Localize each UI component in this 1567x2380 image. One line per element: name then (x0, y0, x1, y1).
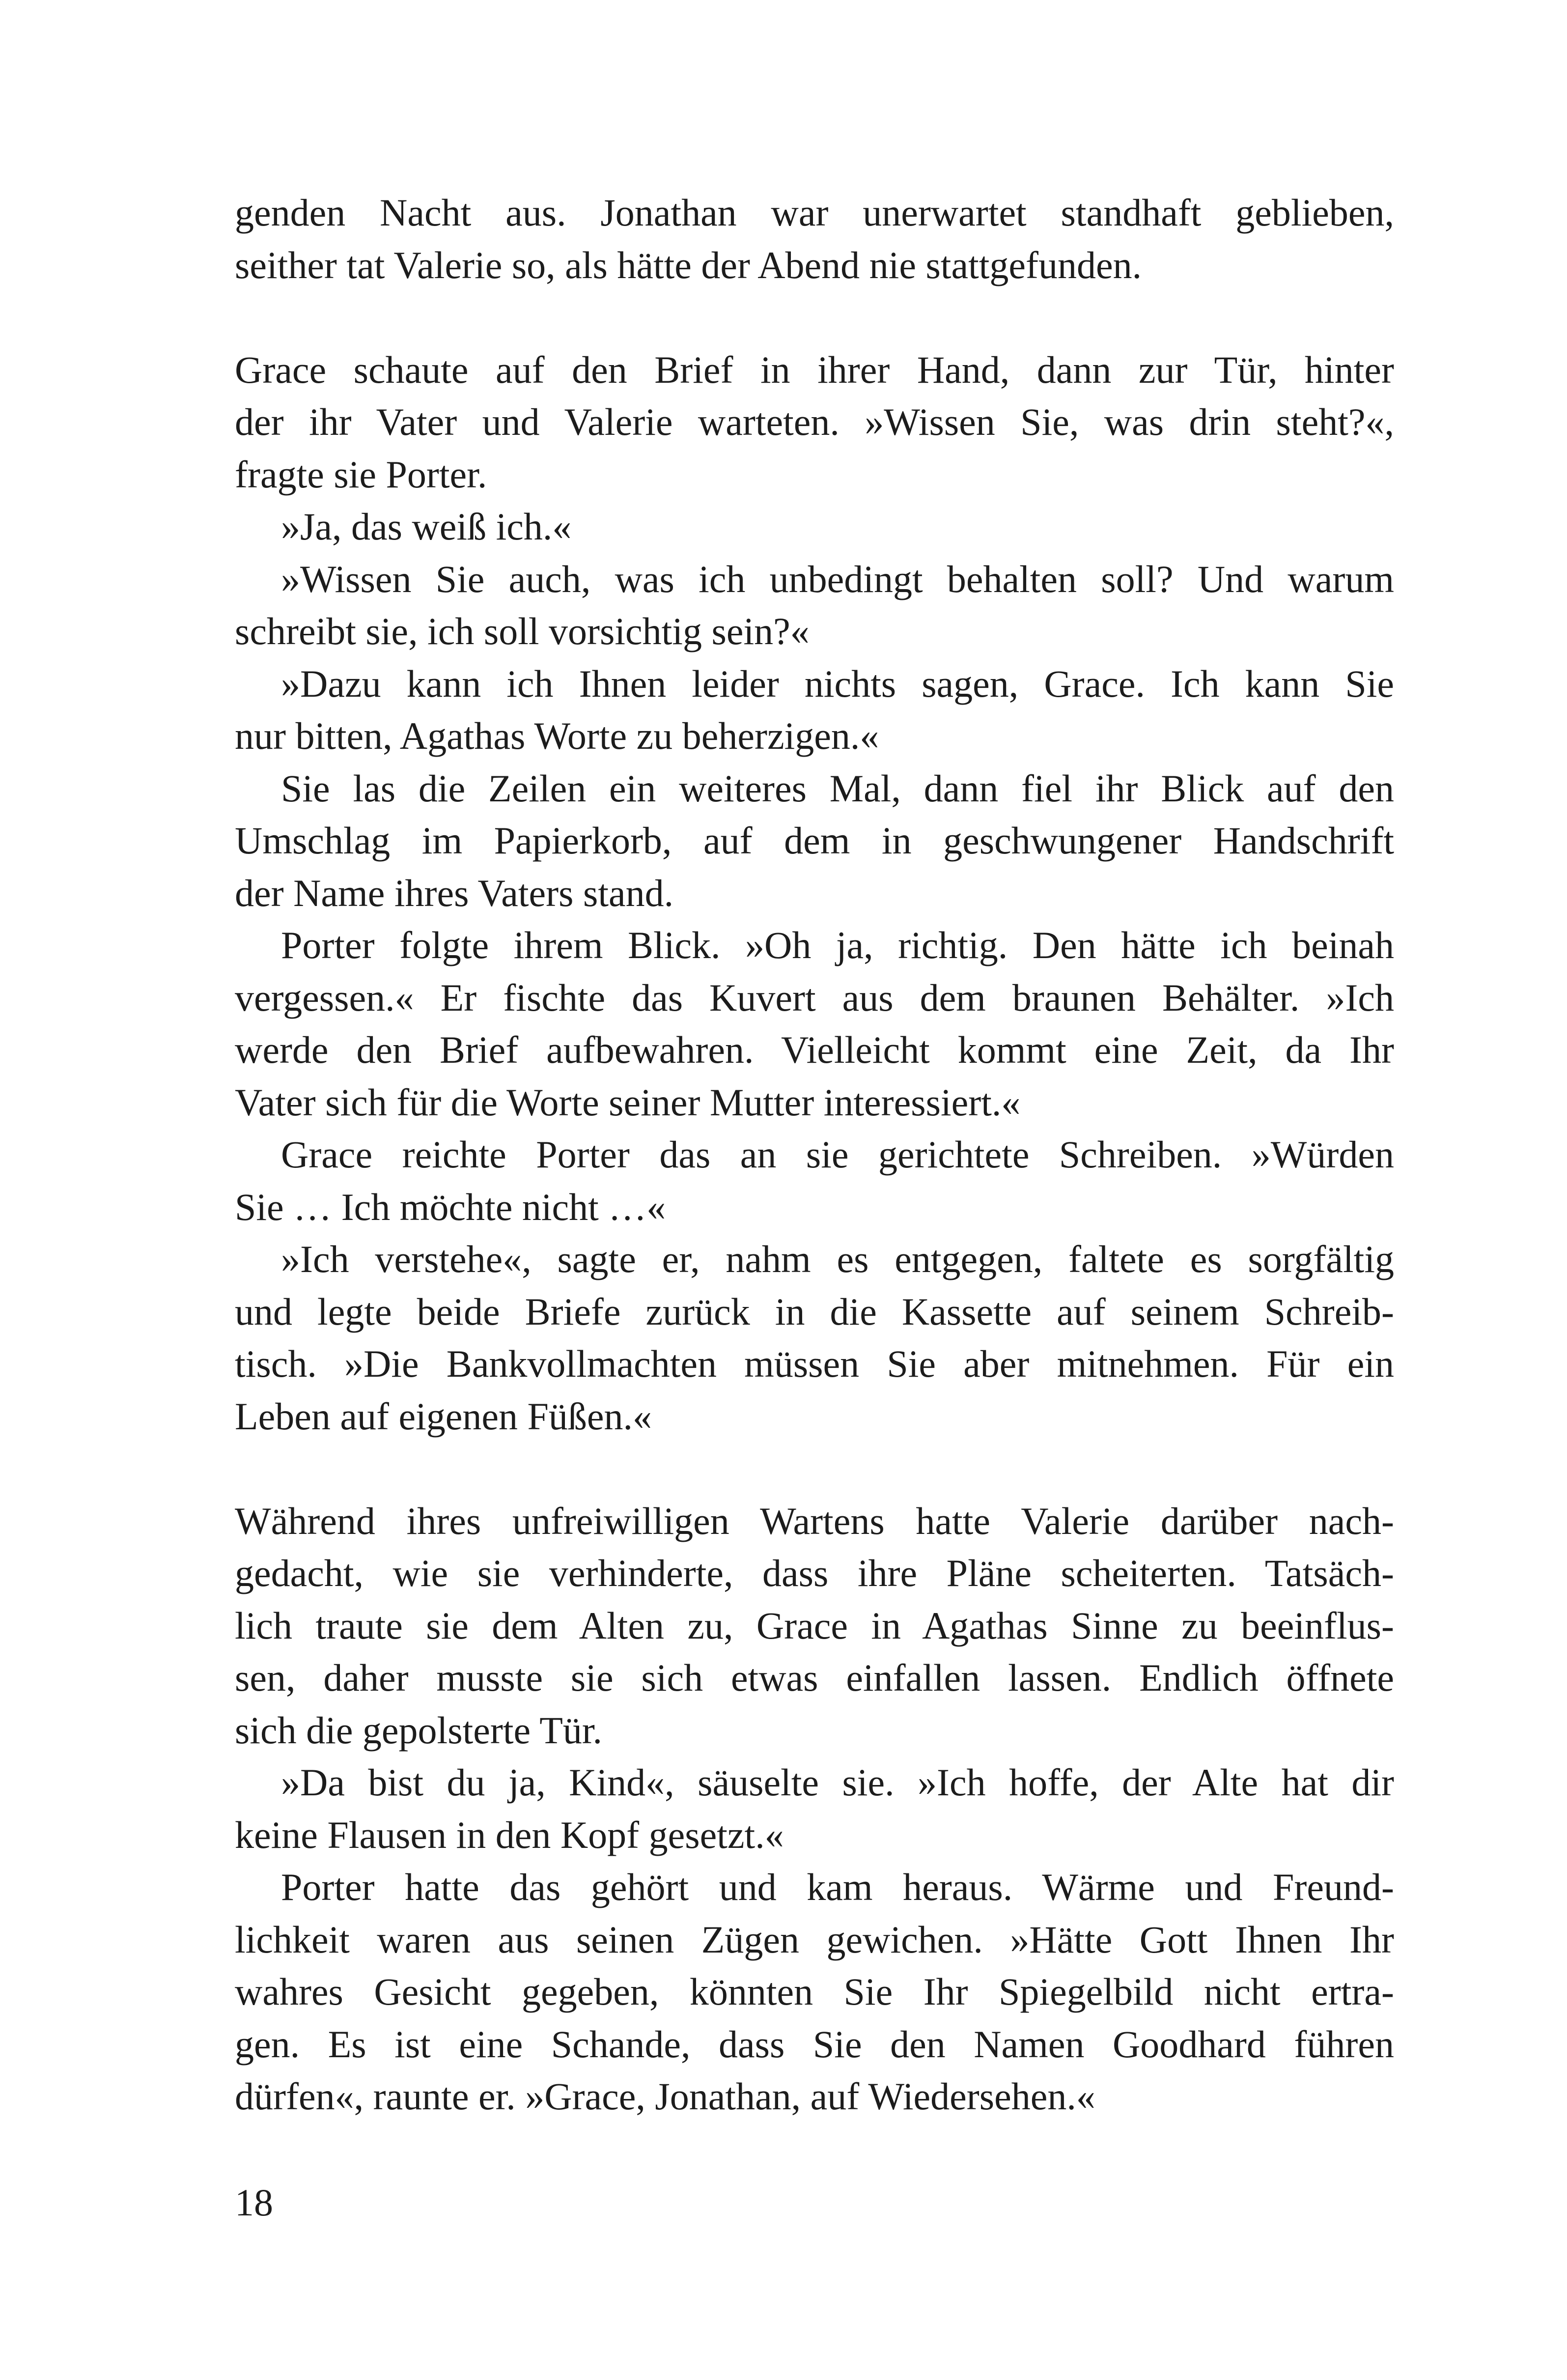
text-line: »Ich verstehe«, sagte er, nahm es entgegen, faltete es sorgfältig (281, 1238, 1394, 1280)
text-line: sen, daher musste sie sich etwas einfallen lassen. Endlich öffnete (235, 1656, 1394, 1699)
text-line: »Dazu kann ich Ihnen leider nichts sagen, Grace. Ich kann Sie (281, 662, 1394, 705)
text-line: sich die gepolsterte Tür. (235, 1708, 603, 1752)
text-line: »Ja, das weiß ich.« (281, 505, 572, 548)
text-line: schreibt sie, ich soll vorsichtig sein?« (235, 610, 810, 652)
text-line: wahres Gesicht gegeben, könnten Sie Ihr Spiegelbild nicht ertra- (235, 1970, 1394, 2013)
text-line: der ihr Vater und Valerie warteten. »Wissen Sie, was drin steht?«, (235, 400, 1394, 443)
text-line: werde den Brief aufbewahren. Vielleicht kommt eine Zeit, da Ihr (235, 1028, 1394, 1071)
section-break (235, 1443, 1394, 1495)
text-line: Vater sich für die Worte seiner Mutter interessiert.« (235, 1080, 1021, 1124)
text-line: gen. Es ist eine Schande, dass Sie den Namen Goodhard führen (235, 2022, 1394, 2066)
text-line: dürfen«, raunte er. »Grace, Jonathan, auf Wiedersehen.« (235, 2075, 1095, 2118)
text-line: Sie … Ich möchte nicht …« (235, 1185, 666, 1228)
text-line: lich traute sie dem Alten zu, Grace in Agathas Sinne zu beeinflus- (235, 1604, 1394, 1647)
text-line: tisch. »Die Bankvollmachten müssen Sie aber mitnehmen. Für ein (235, 1342, 1394, 1385)
text-line: Grace schaute auf den Brief in ihrer Hand, dann zur Tür, hinter (235, 348, 1394, 391)
text-line: und legte beide Briefe zurück in die Kassette auf seinem Schreib- (235, 1290, 1394, 1333)
text-line: Sie las die Zeilen ein weiteres Mal, dann fiel ihr Blick auf den (281, 766, 1394, 810)
text-line: Leben auf eigenen Füßen.« (235, 1394, 652, 1438)
text-line: fragte sie Porter. (235, 453, 487, 496)
text-line: Porter folgte ihrem Blick. »Oh ja, richtig. Den hätte ich beinah (281, 924, 1394, 966)
text-line: genden Nacht aus. Jonathan war unerwartet standhaft geblieben, (235, 191, 1394, 234)
text-line: der Name ihres Vaters stand. (235, 871, 674, 914)
body-text (235, 187, 1394, 2123)
text-line: lichkeit waren aus seinen Zügen gewichen. »Hätte Gott Ihnen Ihr (235, 1918, 1394, 1961)
section-break (235, 291, 1394, 344)
page-number: 18 (235, 2181, 273, 2224)
text-line: Umschlag im Papierkorb, auf dem in geschwungener Handschrift (235, 819, 1394, 862)
text-line: Porter hatte das gehört und kam heraus. Wärme und Freund- (281, 1866, 1394, 1908)
text-line: »Wissen Sie auch, was ich unbedingt behalten soll? Und warum (281, 557, 1394, 600)
text-line: Während ihres unfreiwilligen Wartens hatte Valerie darüber nach- (235, 1499, 1394, 1542)
text-line: »Da bist du ja, Kind«, säuselte sie. »Ich hoffe, der Alte hat dir (281, 1761, 1394, 1804)
text-line: keine Flausen in den Kopf gesetzt.« (235, 1813, 784, 1856)
text-line: Grace reichte Porter das an sie gerichtete Schreiben. »Würden (281, 1133, 1394, 1176)
text-line: gedacht, wie sie verhinderte, dass ihre Pläne scheiterten. Tatsäch- (235, 1552, 1394, 1594)
text-line: vergessen.« Er fischte das Kuvert aus dem braunen Behälter. »Ich (235, 976, 1394, 1019)
text-line: seither tat Valerie so, als hätte der Abend nie stattgefunden. (235, 243, 1142, 286)
text-line: nur bitten, Agathas Worte zu beherzigen.« (235, 714, 879, 757)
